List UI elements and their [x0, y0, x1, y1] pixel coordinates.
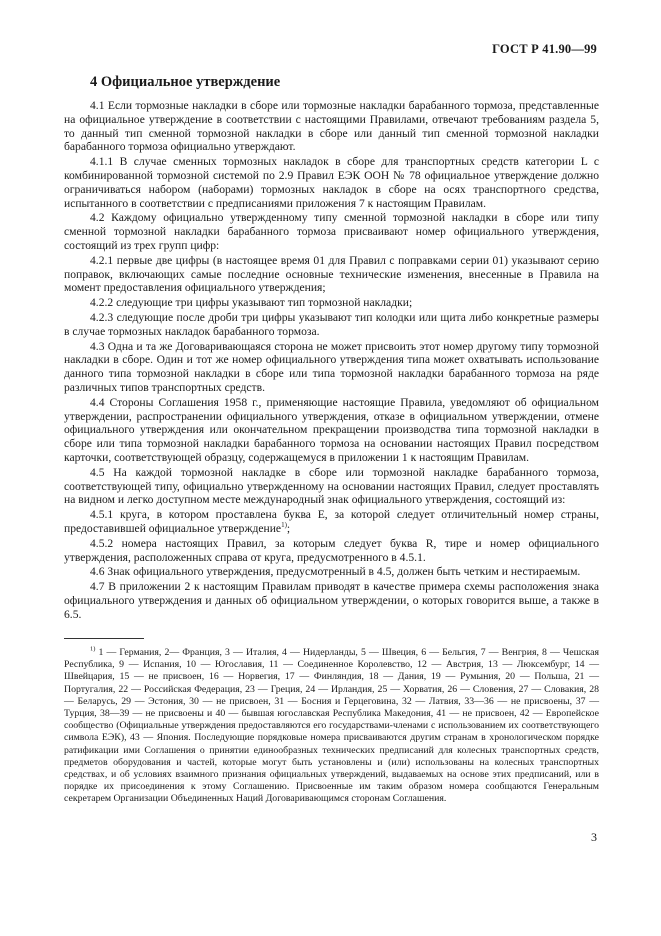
paragraph-4-2: 4.2 Каждому официально утвержденному типу сменной тормозной накладки в сборе или типу сменной тормозной накладки барабанного тормоза присваивают номер официального утверждения, состоящий из трех групп цифр:: [64, 211, 599, 252]
footnote-text: 1 — Германия, 2— Франция, 3 — Италия, 4 — Нидерланды, 5 — Швеция, 6 — Бельгия, 7 — Венгрия, 8 — Чешская Республика, 9 — Испания, 10 — Югославия, 11 — Соединенное Королевство, 12 — Австрия, 13 — Люксембург, 14 — Швейцария, 15 — не присвоен, 16 — Норвегия, 17 — Финляндия, 18 — Дания, 19 — Румыния, 20 — Польша, 21 — Португалия, 22 — Российская Федерация, 23 — Греция, 24 — Ирландия, 25 — Хорватия, 26 — Словения, 27 — Словакия, 28 — Беларусь, 29 — Эстония, 30 — не присвоен, 31 — Босния и Герцеговина, 32 — Латвия, 33—36 — не присвоены, 37 — Турция, 38—39 — не присвоены и 40 — бывшая югославская Республика Македония, 41 — не присвоен, 42 — Европейское сообщество (Официальные утверждения предоставляются его государствами-членами с использованием их соответствующего символа ЕЭК), 43 — Япония. Последующие порядковые номера присваиваются другим странам в хронологическом порядке ратификации ими Соглашения о принятии единообразных технических предписаний для колесных транспортных средств, предметов оборудования и частей, которые могут быть установлены и (или) использованы на колесных транспортных средствах, и об условиях взаимного признания официальных утверждений, выдаваемых на основе этих предписаний, или в порядке их присоединения к этому Соглашению. Присвоенные им таким образом номера сообщаются Генеральным секретарем Организации Объединенных Наций Договаривающимся сторонам Соглашения.: [64, 647, 599, 805]
page-number: 3: [591, 830, 597, 844]
footnote-paragraph: [64, 647, 599, 806]
paragraph-4-5-1-tail: ;: [286, 521, 291, 535]
paragraph-4-7: 4.7 В приложении 2 к настоящим Правилам приводят в качестве примера схемы расположения знака официального утверждения и данных об официальном утверждении, о которых говорится выше, а также в 6.5.: [64, 580, 599, 621]
body-text: [64, 99, 599, 622]
paragraph-4-6: 4.6 Знак официального утверждения, предусмотренный в 4.5, должен быть четким и нестираемым.: [90, 565, 581, 579]
footnote: [64, 647, 599, 806]
paragraph-4-2-3: 4.2.3 следующие после дроби три цифры указывают тип колодки или щита либо конкретные размеры в случае тормозных накладок барабанного тормоза.: [64, 310, 599, 338]
footnote-marker: 1): [90, 645, 96, 653]
section-title: 4 Официальное утверждение: [90, 74, 281, 90]
paragraph-4-2-2: 4.2.2 следующие три цифры указывают тип тормозной накладки;: [90, 296, 413, 310]
paragraph-4-5-1-text: 4.5.1 круга, в котором проставлена буква Е, за которой следует отличительный номер страны, предоставившей официальное утверждение: [64, 508, 599, 535]
paragraph-4-2-1: 4.2.1 первые две цифры (в настоящее время 01 для Правил с поправками серии 01) указывают серию поправок, включающих самые последние основные технические изменения, внесенные в Правила на момент предоставления официального утверждения;: [64, 253, 599, 295]
paragraph-4-1-1: 4.1.1 В случае сменных тормозных накладок в сборе для транспортных средств категории L с комбинированной тормозной системой по 2.9 Правил ЕЭК ООН № 78 официальное утверждение должно ограничиваться набором (наборами) тормозных накладок в сборе на осях транспортного средства, испытанного в соответствии с предписаниями приложения 7 к настоящим Правилам.: [64, 155, 599, 210]
paragraph-4-3: 4.3 Одна и та же Договаривающаяся сторона не может присвоить этот номер другому типу тормозной накладки в сборе. Один и тот же номер официального утверждения типа может охватывать использование данного типа тормозной накладки в сборе или типа тормозной накладки барабанного тормоза на ряде различных типов транспортных средств.: [64, 339, 599, 394]
paragraph-4-5-2: 4.5.2 номера настоящих Правил, за которым следует буква R, тире и номер официального утверждения, расположенных справа от круга, предусмотренного в 4.5.1.: [64, 536, 599, 564]
paragraph-4-5-1: [64, 508, 599, 536]
footnote-reference: 1): [281, 521, 287, 530]
footnote-separator: [64, 638, 144, 639]
paragraph-4-4: 4.4 Стороны Соглашения 1958 г., применяющие настоящие Правила, уведомляют об официальном утверждении, распространении официального утверждения, отказе в официальном утверждении, отмене официального утверждения или окончательном прекращении производства типа тормозной накладки в сборе или типа тормозной накладки барабанного тормоза на основании настоящих Правил посредством карточки, соответствующей образцу, содержащемуся в приложении 1 к настоящим Правилам.: [64, 395, 599, 464]
paragraph-4-1: 4.1 Если тормозные накладки в сборе или тормозные накладки барабанного тормоза, представленные на официальное утверждение в соответствии с настоящими Правилами, отвечают требованиям раздела 5, то данный тип сменной тормозной накладки в сборе или данный тип сменной тормозной накладки барабанного тормоза официально утверждают.: [64, 99, 599, 154]
paragraph-4-5: 4.5 На каждой тормозной накладке в сборе или тормозной накладке барабанного тормоза, соответствующей типу, официально утвержденному на основании настоящих Правил, следует проставлять на видном и легко доступном месте международный знак официального утверждения, состоящий из:: [64, 465, 599, 507]
document-code: ГОСТ Р 41.90—99: [492, 42, 597, 56]
